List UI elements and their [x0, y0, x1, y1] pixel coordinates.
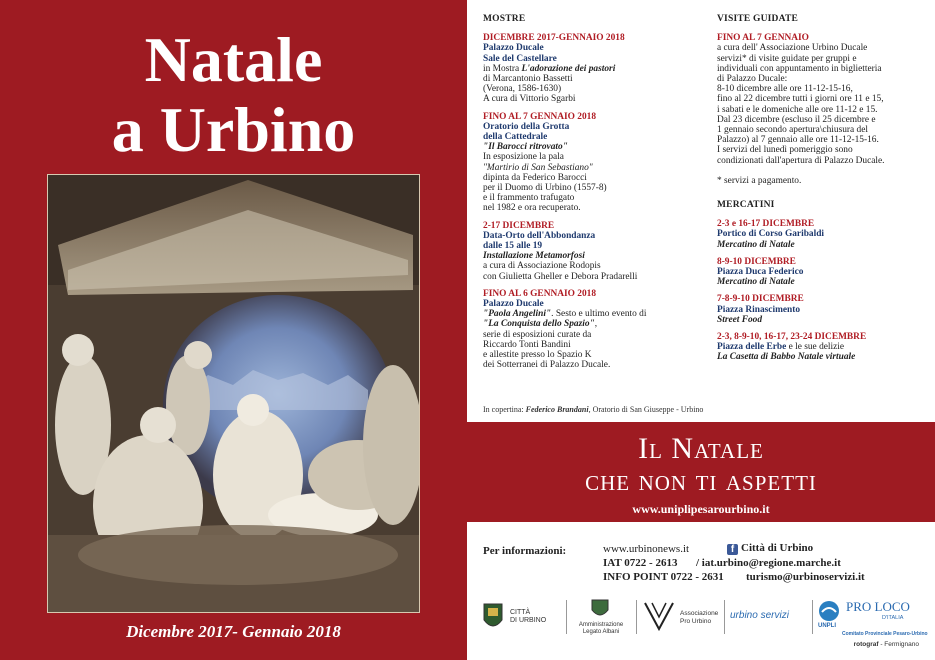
logo-pro-urbino: Associazione Pro Urbino — [640, 596, 720, 636]
event-text: in Mostra L'adorazione dei pastori — [483, 63, 616, 74]
market-4 — [717, 332, 922, 363]
event-text: dipinta da Federico Barocci — [483, 172, 587, 183]
iat-email[interactable]: / iat.urbino@regione.marche.it — [696, 557, 841, 569]
crest-icon — [482, 602, 504, 632]
event-text: (Verona, 1586-1630) — [483, 84, 562, 95]
title-line-1: Natale — [144, 24, 323, 95]
event-title: Mercatino di Natale — [717, 239, 795, 250]
logo-urbino-servizi: urbino servizi — [730, 610, 789, 621]
event-text: per il Duomo di Urbino (1557-8) — [483, 183, 607, 194]
visite-column — [717, 14, 922, 370]
event-text: 8-10 dicembre alle ore 11-12-15-16, — [717, 84, 853, 95]
visite-block — [717, 33, 922, 166]
event-place: dalle 15 alle 19 — [483, 241, 543, 252]
sponsor-logos — [480, 596, 928, 638]
event-4 — [483, 289, 703, 371]
facebook-link[interactable]: f Città di Urbino — [727, 542, 813, 555]
iat-phone: IAT 0722 - 2613 — [603, 557, 678, 569]
title-line-2: a Urbino — [111, 94, 356, 165]
event-text: Riccardo Tonti Bandini — [483, 339, 571, 350]
event-text: a cura di Associazione Rodopis — [483, 261, 601, 272]
slogan-line-2: che non ti aspetti — [585, 464, 817, 497]
event-text: condizionati dall'apertura di Palazzo Ducale. — [717, 155, 885, 166]
event-text: con Giulietta Gheller e Debora Pradarelli — [483, 271, 638, 282]
nativity-photo — [47, 174, 420, 613]
event-date: FINO AL 6 GENNAIO 2018 — [483, 288, 597, 299]
event-text: di Palazzo Ducale: — [717, 74, 788, 85]
logo-separator — [724, 600, 725, 634]
event-place: Palazzo Ducale — [483, 43, 544, 54]
nativity-image — [48, 175, 420, 613]
event-date: DICEMBRE 2017-GENNAIO 2018 — [483, 33, 625, 44]
event-date: 2-17 DICEMBRE — [483, 220, 555, 231]
website-link[interactable]: www.uniplipesarourbino.it — [632, 502, 770, 516]
event-text: i sabati e le domeniche alle ore 11-12 e 15. — [717, 104, 878, 115]
event-text: dei Sotterranei di Palazzo Ducale. — [483, 360, 611, 371]
event-title: La Casetta di Babbo Natale virtuale — [717, 352, 856, 363]
event-text: I servizi del lunedì pomeriggio sono — [717, 145, 853, 156]
visite-note: * servizi a pagamento. — [717, 175, 802, 186]
urbinonews-link[interactable]: www.urbinonews.it — [603, 543, 690, 555]
info-label: Per informazioni: — [483, 545, 567, 557]
slogan-line-1: Il Natale — [638, 432, 764, 465]
mostre-column — [483, 14, 703, 378]
event-text: servizi* di visite guidate per gruppi e — [717, 53, 857, 64]
logo-separator — [636, 600, 637, 634]
event-text: fino al 22 dicembre tutti i giorni ore 11 e 15, — [717, 94, 884, 105]
event-text: Palazzo) al 7 gennaio alle ore 11-12-15-16. — [717, 135, 879, 146]
event-3 — [483, 221, 703, 282]
event-text: nel 1982 e ora recuperato. — [483, 203, 581, 214]
event-text: e il frammento trafugato — [483, 193, 575, 204]
event-place: Palazzo Ducale — [483, 299, 544, 310]
infopoint-email[interactable]: turismo@urbinoservizi.it — [746, 571, 865, 583]
event-place: Sale del Castellare — [483, 53, 557, 64]
event-text: serie di esposizioni curate da — [483, 329, 592, 340]
infopoint-phone: INFO POINT 0722 - 2631 — [603, 571, 724, 583]
logo-citta-urbino: CITTÀ DI URBINO — [480, 596, 560, 636]
event-date: 2-3, 8-9-10, 16-17, 23-24 DICEMBRE — [717, 332, 867, 343]
logo-legato-albani: Amministrazione Legato Albani — [572, 596, 630, 636]
crest-icon — [590, 598, 610, 620]
unpli-icon — [818, 600, 840, 622]
visite-heading: VISITE GUIDATE — [717, 14, 799, 24]
event-date: 8-9-10 DICEMBRE — [717, 256, 796, 267]
event-text: "Paola Angelini". Sesto e ultimo evento di — [483, 309, 647, 320]
event-place: della Cattedrale — [483, 132, 548, 143]
facebook-icon: f — [727, 544, 738, 555]
market-3 — [717, 294, 922, 325]
event-text: di Marcantonio Bassetti — [483, 74, 573, 85]
cover-panel — [0, 0, 467, 660]
event-place: Piazza Rinascimento — [717, 304, 801, 315]
logo-separator — [812, 600, 813, 634]
logo-separator — [566, 600, 567, 634]
event-place: Oratorio della Grotta — [483, 121, 570, 132]
market-2 — [717, 257, 922, 288]
event-text: e allestite presso lo Spazio K — [483, 350, 592, 361]
event-text: individuali con appuntamento in biglietteria — [717, 63, 882, 74]
event-2 — [483, 112, 703, 214]
event-place: Piazza Duca Federico — [717, 267, 804, 278]
info-block — [467, 538, 935, 588]
slogan-banner — [467, 422, 935, 522]
pro-urbino-mark-icon — [642, 599, 676, 633]
logo-pro-loco: UNPLI PRO LOCO D'ITALIA Comitato Provinciale Pesaro-Urbino — [818, 599, 928, 637]
event-place: Piazza delle Erbe e le sue delizie — [717, 342, 845, 353]
date-range: Dicembre 2017- Gennaio 2018 — [126, 622, 341, 641]
event-title: Installazione Metamorfosi — [483, 251, 585, 262]
event-text: 1 gennaio secondo apertura\chiusura del — [717, 125, 868, 136]
event-text: "Martirio di San Sebastiano" — [483, 162, 593, 173]
market-1 — [717, 219, 922, 250]
mercatini-heading: MERCATINI — [717, 200, 775, 211]
event-date: 7-8-9-10 DICEMBRE — [717, 294, 804, 305]
event-date: FINO AL 7 GENNAIO — [717, 33, 809, 44]
event-text: a cura dell' Associazione Urbino Ducale — [717, 43, 868, 54]
event-place: Data-Orto dell'Abbondanza — [483, 230, 596, 241]
event-date: FINO AL 7 GENNAIO 2018 — [483, 111, 597, 122]
event-title: Mercatino di Natale — [717, 277, 795, 288]
event-text: In esposizione la pala — [483, 152, 564, 163]
event-title: "Il Barocci ritrovato" — [483, 142, 568, 153]
event-text: Dal 23 dicembre (escluso il 25 dicembre e — [717, 114, 876, 125]
event-text: A cura di Vittorio Sgarbi — [483, 94, 576, 105]
printer-credit: rotograf - Fermignano — [853, 641, 919, 648]
photo-caption: In copertina: Federico Brandani, Oratorio di San Giuseppe - Urbino — [483, 405, 704, 414]
event-date: 2-3 e 16-17 DICEMBRE — [717, 219, 815, 230]
event-text: "La Conquista dello Spazio", — [483, 319, 598, 330]
event-1 — [483, 33, 703, 104]
mostre-heading: MOSTRE — [483, 14, 526, 24]
event-title: Street Food — [717, 314, 763, 325]
event-place: Portico di Corso Garibaldi — [717, 229, 825, 240]
